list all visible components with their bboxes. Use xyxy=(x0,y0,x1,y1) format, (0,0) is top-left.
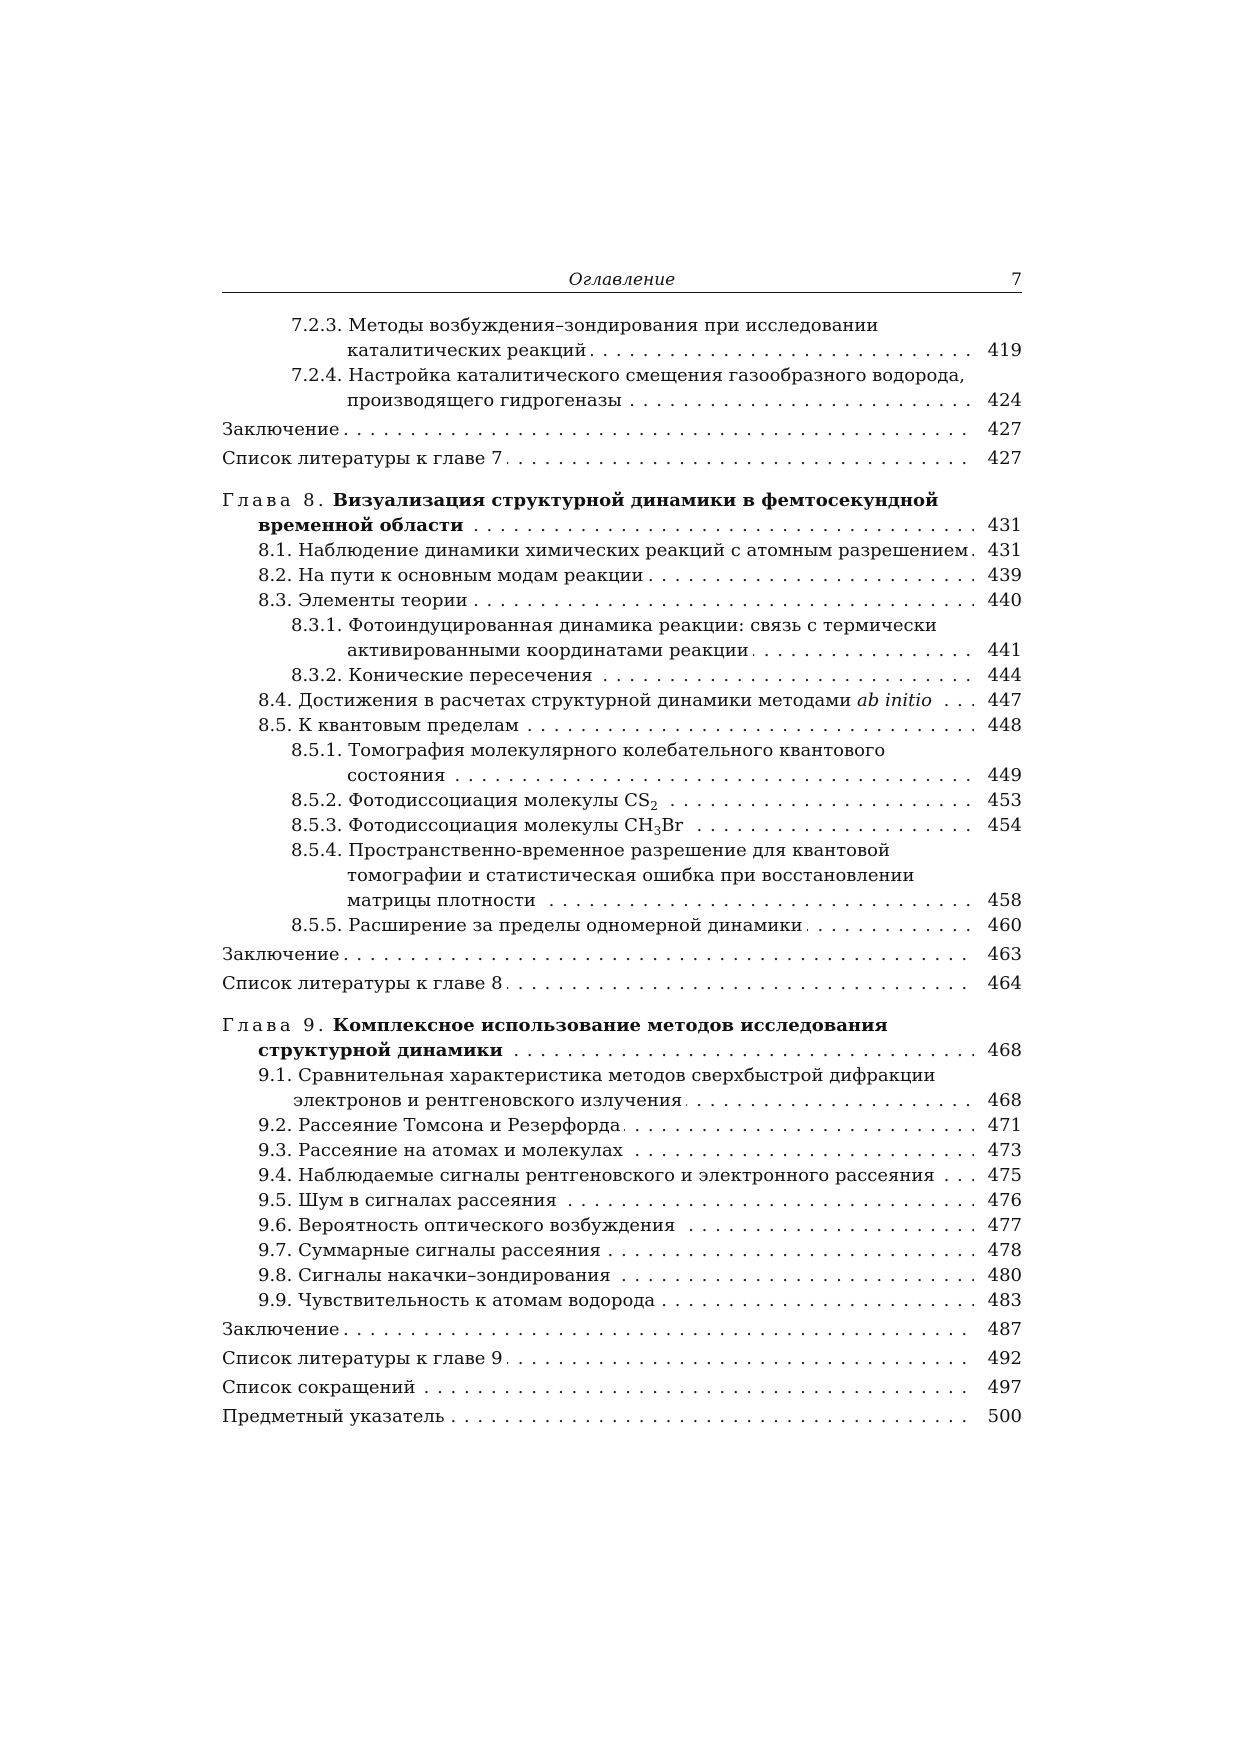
toc-entry-title-italic: ab initio xyxy=(857,690,932,711)
toc-entry-title: Рассеяние на атомах и молекулах xyxy=(298,1140,623,1161)
toc-entry-number: 8.5.3. xyxy=(291,815,343,836)
toc-entry-page: 419 xyxy=(978,338,1022,363)
toc-entry-number: 9.3. xyxy=(258,1140,293,1161)
toc-entry-page: 427 xyxy=(978,446,1022,471)
toc-entry-title: Список литературы к главе 8 xyxy=(222,973,507,994)
toc-entry-title: Список сокращений xyxy=(222,1377,419,1398)
toc-entry-page: 441 xyxy=(978,638,1022,663)
toc-entry-conclusion-7 xyxy=(222,417,1022,442)
toc-entry-title: Методы возбуждения–зондирования при исследовании каталитических реакций xyxy=(347,315,879,361)
toc-entry-title: Фотодиссоциация молекулы CS xyxy=(348,790,651,811)
toc-entry-8-5 xyxy=(222,713,1022,738)
toc-entry-7-2-3 xyxy=(222,313,1022,363)
toc-entry-page: 478 xyxy=(978,1238,1022,1263)
toc-entry-9-4 xyxy=(222,1163,1022,1188)
toc-entry-title: Конические пересечения xyxy=(348,665,593,686)
toc-entry-title: Расширение за пределы одномерной динамики xyxy=(348,915,803,936)
toc-entry-7-2-4 xyxy=(222,363,1022,413)
toc-entry-number: 9.5. xyxy=(258,1190,293,1211)
toc-entry-8-3-1 xyxy=(222,613,1022,663)
toc-entry-page: 448 xyxy=(978,713,1022,738)
toc-entry-number: 9.9. xyxy=(258,1290,293,1311)
toc-entry-page: 427 xyxy=(978,417,1022,442)
toc-entry-number: 8.3. xyxy=(258,590,293,611)
toc-entry-page: 483 xyxy=(978,1288,1022,1313)
toc-entry-8-3 xyxy=(222,588,1022,613)
toc-entry-page: 444 xyxy=(978,663,1022,688)
toc-entry-page: 492 xyxy=(978,1346,1022,1371)
subscript: 3 xyxy=(653,824,662,838)
toc-entry-title: Чувствительность к атомам водорода xyxy=(298,1290,656,1311)
toc-entry-page: 453 xyxy=(978,788,1022,813)
toc-entry-page: 447 xyxy=(978,688,1022,713)
toc-entry-page: 480 xyxy=(978,1263,1022,1288)
toc-entry-number: 7.2.4. xyxy=(291,365,343,386)
toc-entry-title: Настройка каталитического смещения газообразного водорода, производящего гидрогеназы xyxy=(347,365,965,411)
toc-entry-title: Рассеяние Томсона и Резерфорда xyxy=(298,1115,621,1136)
toc-entry-9-6 xyxy=(222,1213,1022,1238)
toc-entry-title: Наблюдаемые сигналы рентгеновского и электронного рассеяния xyxy=(298,1165,935,1186)
toc-entry-title: К квантовым пределам xyxy=(298,715,519,736)
toc-entry-9-9 xyxy=(222,1288,1022,1313)
toc-entry-page: 424 xyxy=(978,388,1022,413)
toc-entry-number: 8.1. xyxy=(258,540,293,561)
toc-entry-8-4 xyxy=(222,688,1022,713)
toc-entry-page: 477 xyxy=(978,1213,1022,1238)
toc-entry-number: 8.5.4. xyxy=(291,840,343,861)
toc-entry-references-9 xyxy=(222,1346,1022,1371)
toc-entry-abbreviations xyxy=(222,1375,1022,1400)
toc-entry-title: Сравнительная характеристика методов сверхбыстрой дифракции электронов и рентгеновского излучения xyxy=(293,1065,936,1111)
toc-entry-title: Заключение xyxy=(222,419,344,440)
toc-entry-title: На пути к основным модам реакции xyxy=(298,565,644,586)
toc-entry-references-8 xyxy=(222,971,1022,996)
toc-entry-8-5-4 xyxy=(222,838,1022,913)
toc-entry-title: Томография молекулярного колебательного квантового состояния xyxy=(347,740,886,786)
page-number: 7 xyxy=(1011,270,1022,290)
toc-entry-page: 449 xyxy=(978,763,1022,788)
toc-entry-number: 9.7. xyxy=(258,1240,293,1261)
toc-entry-number: 8.4. xyxy=(258,690,293,711)
toc-entry-9-5 xyxy=(222,1188,1022,1213)
toc-entry-page: 471 xyxy=(978,1113,1022,1138)
toc-entry-8-2 xyxy=(222,563,1022,588)
toc-entry-page: 468 xyxy=(978,1088,1022,1113)
toc-entry-number: 8.3.2. xyxy=(291,665,343,686)
toc-entry-number: 8.5.5. xyxy=(291,915,343,936)
toc-entry-number: 9.2. xyxy=(258,1115,293,1136)
toc-entry-9-8 xyxy=(222,1263,1022,1288)
toc-entry-title: Наблюдение динамики химических реакций с атомным разрешением xyxy=(298,540,969,561)
toc-entry-page: 431 xyxy=(978,513,1022,538)
toc-entry-title: Суммарные сигналы рассеяния xyxy=(298,1240,601,1261)
toc-entry-page: 463 xyxy=(978,942,1022,967)
toc-entry-number: 8.5. xyxy=(258,715,293,736)
toc-entry-page: 458 xyxy=(978,888,1022,913)
toc-entry-title: Пространственно-временное разрешение для квантовой томографии и статистическая ошибка при восстановлении матрицы плотности xyxy=(347,840,915,911)
toc-entry-conclusion-9 xyxy=(222,1317,1022,1342)
toc-entry-subject-index xyxy=(222,1404,1022,1429)
toc-entry-9-2 xyxy=(222,1113,1022,1138)
toc-entry-page: 476 xyxy=(978,1188,1022,1213)
toc-entry-title-tail: Br xyxy=(661,815,684,836)
toc-entry-title: Заключение xyxy=(222,1319,344,1340)
toc-chapter-8 xyxy=(222,488,1022,538)
chapter-title: Визуализация структурной динамики в фемтосекундной временной области xyxy=(258,490,939,536)
toc-entry-page: 439 xyxy=(978,563,1022,588)
toc-entry-page: 440 xyxy=(978,588,1022,613)
toc-entry-page: 468 xyxy=(978,1038,1022,1063)
subscript: 2 xyxy=(650,799,658,813)
toc-entry-title: Достижения в расчетах структурной динамики методами xyxy=(298,690,852,711)
running-header xyxy=(222,270,1022,293)
toc-entry-8-1 xyxy=(222,538,1022,563)
toc-entry-references-7 xyxy=(222,446,1022,471)
toc-entry-title: Вероятность оптического возбуждения xyxy=(298,1215,676,1236)
chapter-label: Глава 8. xyxy=(222,490,328,511)
toc-entry-8-5-2 xyxy=(222,788,1022,813)
toc-entry-8-5-3 xyxy=(222,813,1022,838)
toc-entry-page: 431 xyxy=(978,538,1022,563)
toc-entry-number: 8.2. xyxy=(258,565,293,586)
toc-entry-page: 460 xyxy=(978,913,1022,938)
toc-entry-page: 475 xyxy=(978,1163,1022,1188)
toc-entry-title: Фотодиссоциация молекулы CH xyxy=(348,815,654,836)
toc-entry-title: Шум в сигналах рассеяния xyxy=(298,1190,557,1211)
table-of-contents xyxy=(222,313,1022,1429)
toc-entry-title: Заключение xyxy=(222,944,344,965)
toc-entry-number: 9.1. xyxy=(258,1065,293,1086)
toc-entry-number: 8.5.1. xyxy=(291,740,343,761)
toc-entry-8-5-5 xyxy=(222,913,1022,938)
toc-entry-page: 487 xyxy=(978,1317,1022,1342)
toc-chapter-9 xyxy=(222,1013,1022,1063)
toc-entry-conclusion-8 xyxy=(222,942,1022,967)
chapter-label: Глава 9. xyxy=(222,1015,328,1036)
toc-entry-9-1 xyxy=(222,1063,1022,1113)
toc-entry-number: 8.5.2. xyxy=(291,790,343,811)
toc-entry-page: 497 xyxy=(978,1375,1022,1400)
toc-entry-number: 9.6. xyxy=(258,1215,293,1236)
running-header-title: Оглавление xyxy=(568,270,676,290)
toc-entry-title: Сигналы накачки–зондирования xyxy=(298,1265,611,1286)
chapter-title: Комплексное использование методов исследования структурной динамики xyxy=(258,1015,888,1061)
toc-entry-8-5-1 xyxy=(222,738,1022,788)
toc-entry-page: 464 xyxy=(978,971,1022,996)
toc-entry-title: Список литературы к главе 9 xyxy=(222,1348,507,1369)
toc-entry-9-7 xyxy=(222,1238,1022,1263)
toc-entry-8-3-2 xyxy=(222,663,1022,688)
toc-entry-page: 454 xyxy=(978,813,1022,838)
toc-entry-title: Список литературы к главе 7 xyxy=(222,448,507,469)
toc-entry-number: 9.8. xyxy=(258,1265,293,1286)
toc-entry-number: 8.3.1. xyxy=(291,615,343,636)
toc-entry-title: Фотоиндуцированная динамика реакции: связь с термически активированными координатами реакции xyxy=(347,615,937,661)
toc-entry-page: 473 xyxy=(978,1138,1022,1163)
toc-entry-number: 9.4. xyxy=(258,1165,293,1186)
toc-entry-title: Элементы теории xyxy=(298,590,468,611)
toc-entry-page: 500 xyxy=(978,1404,1022,1429)
toc-entry-9-3 xyxy=(222,1138,1022,1163)
toc-entry-title: Предметный указатель xyxy=(222,1406,449,1427)
toc-entry-number: 7.2.3. xyxy=(291,315,343,336)
